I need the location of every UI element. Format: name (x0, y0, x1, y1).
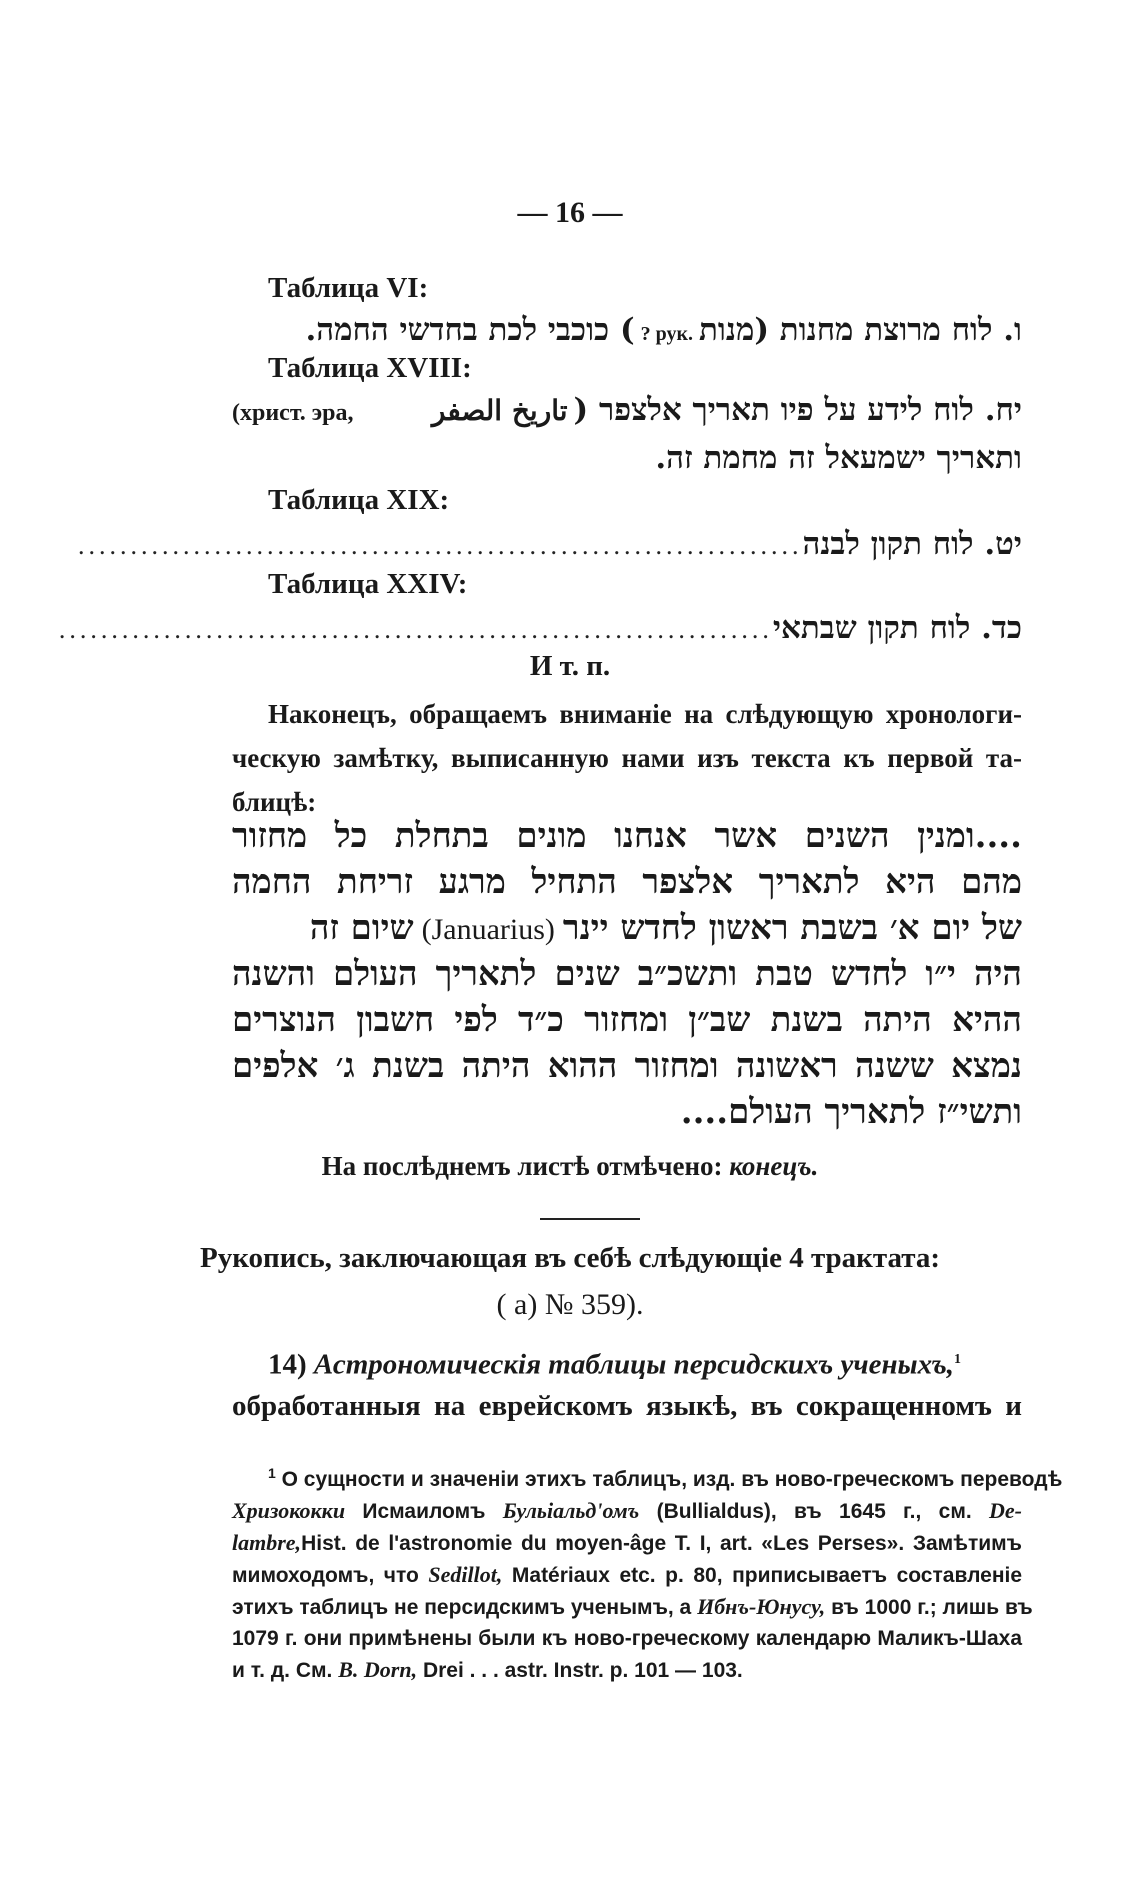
table-vi-entry (232, 312, 1022, 348)
footnote-line-1 (232, 1458, 1063, 1495)
footnote (232, 1458, 1063, 1686)
table-vi-hebrew-end: ) כוכבי לכת בחדשי החמה. (305, 312, 635, 348)
footnote-ref: 1 (953, 1352, 961, 1367)
fn-sedillot: Sedillot, (428, 1562, 503, 1587)
last-leaf-word: конецъ. (729, 1151, 819, 1181)
section-divider (540, 1218, 640, 1220)
intro-line-3: блицѣ: (232, 787, 317, 817)
table-xviii-hebrew-line2: ותאריך ישמעאל זה מחמת זה. (655, 440, 1022, 476)
quote-line-3-end: שיום זה (309, 908, 414, 948)
entry-title: Астрономическія таблицы персидскихъ ученыхъ, (313, 1348, 954, 1381)
fn-bullialdus: Бульіальд'омъ (502, 1498, 640, 1523)
table-xxiv-label: Таблица XXIV: (268, 568, 468, 600)
fn-line7-a: и т. д. См. (232, 1659, 333, 1682)
fn-line4-a: мимоходомъ, что (232, 1564, 419, 1587)
fn-line4-b: Matériaux etc. p. 80, приписываетъ составленіе (511, 1564, 1023, 1587)
fn-line5-a: этихъ таблицъ не персидскимъ ученымъ, а (232, 1596, 692, 1619)
footnote-line-7 (232, 1654, 1022, 1686)
table-vi-ru-note: ? рук. (640, 323, 694, 345)
intro-line-1: Наконецъ, обращаемъ вниманіе на слѣдующую хронологи- (268, 699, 1022, 729)
fn-ibn-yunus: Ибнъ-Юнусу, (697, 1594, 826, 1619)
intro-line-2: ческую замѣтку, выписанную нами изъ текста къ первой та- (232, 743, 1022, 773)
fn-line5-b: въ 1000 г.; лишь въ (831, 1596, 1033, 1619)
footnote-line-3 (232, 1527, 1022, 1559)
etc-line: И т. п. (529, 650, 611, 682)
fn-line7-b: Drei . . . astr. Instr. p. 101 — 103. (422, 1659, 743, 1682)
table-xix-hebrew: יט. לוח תקון לבנה (802, 526, 1022, 562)
item-number: ( а) № 359). (496, 1288, 644, 1321)
quote-line-2: מהם היא לתאריך אלצפר התחיל מרגע זריחת החמה (232, 862, 1022, 902)
table-xviii-label: Таблица XVIII: (268, 352, 472, 384)
footnote-line-1-text: О сущности и значеніи этихъ таблицъ, изд. въ ново-греческомъ переводѣ (281, 1468, 1063, 1491)
quote-line-7: ותשי״ז לתאריך העולם.... (680, 1092, 1022, 1132)
table-xviii-entry-line1 (232, 392, 1022, 428)
quote-line-3-hebrew: של יום א׳ בשבת ראשון לחדש יינר (562, 908, 1022, 948)
table-xix-leader-dots: ..................................................................... (78, 531, 803, 560)
table-vi-label: Таблица VI: (268, 272, 429, 304)
page-number: — 16 — (517, 196, 623, 229)
footnote-line-5 (232, 1591, 1033, 1623)
fn-chrysococca: Хризококки (232, 1498, 346, 1523)
table-vi-hebrew-start: ו. לוח מרוצת מחנות (מנות (699, 312, 1022, 348)
entry-number: 14) (268, 1348, 307, 1381)
table-xviii-ru-note: (христ. эра, (232, 400, 354, 426)
quote-line-4: היה י״ו לחדש טבת ותשכ״ב שנים לתאריך העולם והשנה (232, 954, 1022, 994)
fn-line2-end: (Bullialdus), въ 1645 г., см. (656, 1500, 972, 1523)
last-leaf-note (0, 1144, 1140, 1188)
table-xix-label: Таблица XIX: (268, 484, 450, 516)
footnote-line-2 (232, 1495, 1022, 1527)
fn-delambre-start: De- (989, 1498, 1022, 1523)
last-leaf-prefix: На послѣднемъ листѣ отмѣчено: (321, 1151, 723, 1181)
quote-line-5: ההיא היתה בשנת שב״ן ומחזור כ״ד לפי חשבון הנוצרים (232, 1000, 1022, 1040)
fn-ismail: Исмаиломъ (362, 1500, 486, 1523)
entry-14-line-2: обработанныя на еврейскомъ языкѣ, въ сокращенномъ и (232, 1390, 1022, 1422)
quote-line-1: ....ומנין השנים אשר אנחנו מונים בתחלת כל מחזור (232, 816, 1022, 856)
manuscript-heading: Рукопись, заключающая въ себѣ слѣдующіе 4 трактата: (200, 1242, 940, 1274)
table-xviii-entry-line2 (232, 440, 1022, 476)
table-xviii-arabic: تاريخ الصفر (431, 394, 568, 427)
table-xix-entry (78, 526, 1022, 562)
entry-14-line-1 (268, 1338, 1022, 1387)
table-xxiv-entry (58, 610, 1022, 646)
footnote-line-4 (232, 1559, 1022, 1591)
quote-januarius: (Januarius) (421, 913, 555, 946)
quote-line-6: נמצא ששנה ראשונה ומחזור ההוא היתה בשנת ג׳ אלפים (232, 1046, 1022, 1086)
footnote-marker: 1 (268, 1465, 276, 1481)
footnote-line-6: 1079 г. они примѣнены были къ ново-греческому календарю Маликъ-Шаха (232, 1627, 1022, 1650)
table-xviii-hebrew: יח. לוח לידע על פיו תאריך אלצפר ( (573, 392, 1022, 428)
table-xxiv-leader-dots: .................................................................... (58, 615, 773, 644)
table-xxiv-hebrew: כד. לוח תקון שבתאי (772, 610, 1022, 646)
fn-delambre-end: lambre, (232, 1530, 302, 1555)
quote-line-3 (232, 908, 1022, 948)
fn-dorn: B. Dorn, (338, 1657, 418, 1682)
fn-line3-rest: Hist. de l'astronomie du moyen-âge T. I, art. «Les Perses». Замѣтимъ (301, 1532, 1022, 1555)
